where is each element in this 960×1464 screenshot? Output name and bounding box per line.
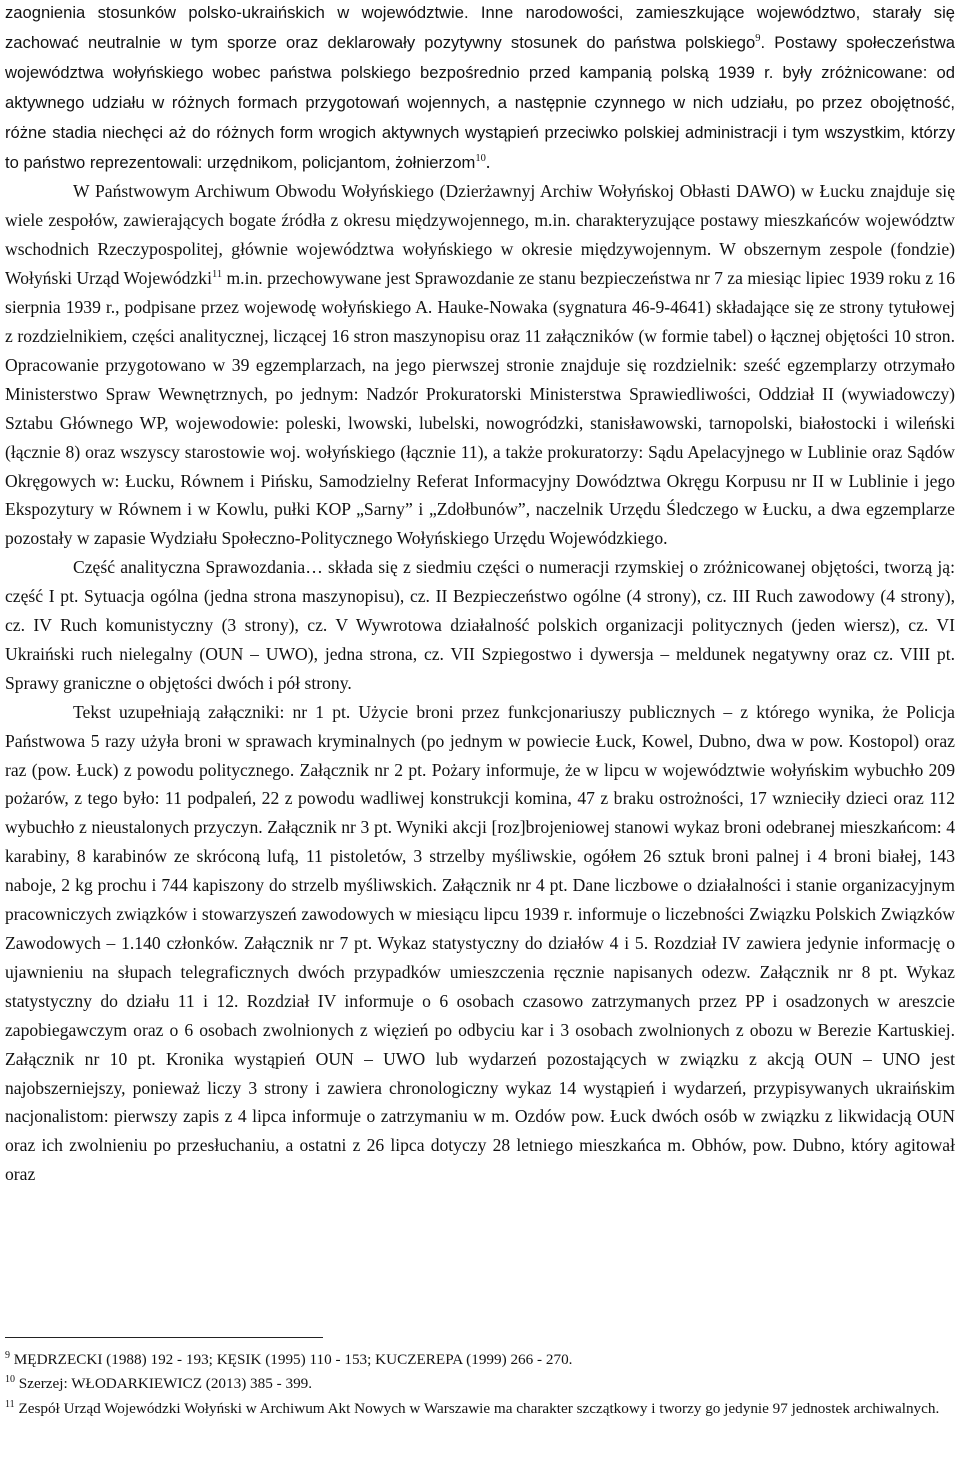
footnote-11-text: Zespół Urząd Wojewódzki Wołyński w Archiwum Akt Nowych w Warszawie ma charakter szczątkowy i tworzy go jedynie 97 jednostek archiwalnych. xyxy=(14,1399,940,1417)
paragraph-attachments: Tekst uzupełniają załączniki: nr 1 pt. Użycie broni przez funkcjonariuszy publicznych – z którego wynika, że Policja Państwowa 5 razy użyła broni w sprawach kryminalnych (po jednym w powiecie Łuck, Kowel, Dubno, dwa w pow. Kostopol) oraz raz (pow. Łuck) z powodu politycznego. Załącznik nr 2 pt. Pożary informuje, że w lipcu w województwie wołyńskim wybuchło 209 pożarów, z tego było: 11 podpaleń, 22 z powodu wadliwej konstrukcji komina, 47 z braku ostrożności, 17 wznieciły dzieci oraz 112 wybuchło z nieustalonych przyczyn. Załącznik nr 3 pt. Wyniki akcji [roz]brojeniowej stanowi wykaz broni odebranej mieszkańcom: 4 karabiny, 8 karabinów ze skróconą lufą, 11 pistoletów, 3 strzelby myśliwskie, ogółem 26 sztuk broni palnej i 4 broni białej, 143 naboje, 2 kg prochu i 744 kapiszony do strzelb myśliwskich. Załącznik nr 4 pt. Dane liczbowe o działalności i stanie organizacyjnym pracowniczych związków i stowarzyszeń zawodowych w miesiącu lipcu 1939 r. informuje o liczebności Związku Polskich Związków Zawodowych – 1.140 członków. Załącznik nr 7 pt. Wykaz statystyczny do działów 4 i 5. Rozdział IV zawiera jedynie informację o ujawnieniu na słupach telegraficznych dwóch przypadków umieszczenia ręcznie napisanych odezw. Załącznik nr 8 pt. Wykaz statystyczny do działu 11 i 12. Rozdział IV informuje o 6 osobach czasowo zatrzymanych przez PP i osadzonych w areszcie zapobiegawczym oraz o 6 osobach zwolnionych z więzień po odbyciu kar i 3 osobach zwolnionych z obozu w Berezie Kartuskiej. Załącznik nr 10 pt. Kronika wystąpień OUN – UWO lub wydarzeń pozostających w związku z akcją OUN – UNO jest najobszerniejszy, ponieważ liczy 3 strony i zawiera chronologiczny wykaz 14 wystąpień i wydarzeń, przypisywanych ukraińskim nacjonalistom: pierwszy zapis z 4 lipca informuje o zatrzymaniu w m. Ozdów pow. Łuck dwóch osób w związku z likwidacją OUN oraz ich zwolnieniu po przesłuchaniu, a ostatni z 26 lipca dotyczy 28 letniego mieszkańca m. Obhów, pow. Dubno, który agitował oraz xyxy=(5,701,955,1185)
paragraph-intro xyxy=(5,0,955,177)
footnote-ref-11[interactable]: 11 xyxy=(211,269,223,281)
footnote-10-text: Szerzej: WŁODARKIEWICZ (2013) 385 - 399. xyxy=(15,1375,313,1393)
footnote-ref-10[interactable]: 10 xyxy=(475,152,486,164)
footnote-11 xyxy=(5,1397,955,1421)
footnote-10 xyxy=(5,1372,955,1396)
footnote-separator xyxy=(5,1337,323,1338)
paragraph-intro-end: . xyxy=(485,151,491,172)
footnote-10-number: 10 xyxy=(5,1374,15,1386)
footnote-9-number: 9 xyxy=(5,1350,10,1361)
paragraph-archive-text-a: W Państwowym Archiwum Obwodu Wołyńskiego (Dzierżawnyj Archiw Wołyńskoj Obłasti DAWO) w Łucku znajduje się wiele zespołów, zawierających bogate źródła z okresu międzywojennego, m.in. charakteryzujące postawy mieszkańców województw wschodnich Rzeczypospolitej, głównie województwa wołyńskiego w okresie międzywojennym. W obszernym zespole (fondzie) Wołyński Urząd Wojewódzki xyxy=(5,181,955,289)
paragraph-intro-text-b: . Postawy społeczeństwa województwa wołyńskiego wobec państwa polskiego bezpośrednio przed kampanią polską 1939 r. były zróżnicowane: od aktywnego udziału w różnych formach przygotowań wojennych, a następnie czynnego w nich udziału, po przez obojętność, różne stadia niechęci aż do różnych form wrogich aktywnych wystąpień przeciwko polskiej administracji i tym wszystkim, którzy to państwo reprezentowali: urzędnikom, policjantom, żołnierzom xyxy=(5,32,955,172)
paragraph-archive xyxy=(5,177,955,553)
footnote-9 xyxy=(5,1348,955,1372)
paragraph-intro-text-a: zaognienia stosunków polsko-ukraińskich w województwie. Inne narodowości, zamieszkujące województwo, starały się zachować neutralnie w tym sporze oraz deklarowały pozytywny stosunek do państwa polskiego xyxy=(5,3,955,52)
paragraph-analytic-part: Część analityczna Sprawozdania… składa się z siedmiu części o numeracji rzymskiej o zróżnicowanej objętości, tworzą ją: część I pt. Sytuacja ogólna (jedna strona maszynopisu), cz. II Bezpieczeństwo ogólne (4 strony), cz. III Ruch zawodowy (4 strony), cz. IV Ruch komunistyczny (3 strony), cz. V Wywrotowa działalność polskich organizacji politycznych (jeden wiersz), cz. VI Ukraiński ruch nielegalny (OUN – UWO), jedna strona, cz. VII Szpiegostwo i dywersja – meldunek negatywny oraz cz. VIII pt. Sprawy graniczne o objętości dwóch i pół strony. xyxy=(5,557,955,693)
footnotes xyxy=(5,1348,955,1421)
footnote-ref-9[interactable]: 9 xyxy=(755,32,761,44)
document-page xyxy=(5,0,955,1417)
footnote-9-text: MĘDRZECKI (1988) 192 - 193; KĘSIK (1995) 110 - 153; KUCZEREPA (1999) 266 - 270. xyxy=(10,1351,573,1368)
footnote-11-number: 11 xyxy=(5,1398,15,1410)
paragraph-archive-text-b: m.in. przechowywane jest Sprawozdanie ze stanu bezpieczeństwa nr 7 za miesiąc lipiec 1939 roku z 16 sierpnia 1939 r., podpisane przez wojewodę wołyńskiego A. Hauke-Nowaka (sygnatura 46-9-4641) składające się ze strony tytułowej z rozdzielnikiem, części analitycznej, liczącej 16 stron maszynopisu oraz 11 załączników (w formie tabel) o łącznej objętości 10 stron. Opracowanie przygotowano w 39 egzemplarzach, na jego pierwszej stronie znajduje się rozdzielnik: sześć egzemplarzy otrzymało Ministerstwo Spraw Wewnętrznych, po jednym: Nadzór Prokuratorski Ministerstwa Sprawiedliwości, Oddział II (wywiadowczy) Sztabu Głównego WP, wojewodowie: poleski, lwowski, lubelski, nowogródzki, stanisławowski, tarnopolski, białostocki i wileński (łącznie 8) oraz wszyscy starostowie woj. wołyńskiego (łącznie 11), a także prokuratorzy: Sądu Apelacyjnego w Lublinie oraz Sądów Okręgowych w: Łucku, Równem i Pińsku, Samodzielny Referat Informacyjny Dowództwa Okręgu Korpusu nr II w Lublinie i jego Ekspozytury w Równem i w Kowlu, pułki KOP „Sarny” i „Zdołbunów”, naczelnik Urzędu Śledczego w Łucku, a dwa egzemplarze pozostały w zapasie Wydziału Społeczno-Politycznego Wołyńskiego Urzędu Wojewódzkiego. xyxy=(5,268,955,549)
